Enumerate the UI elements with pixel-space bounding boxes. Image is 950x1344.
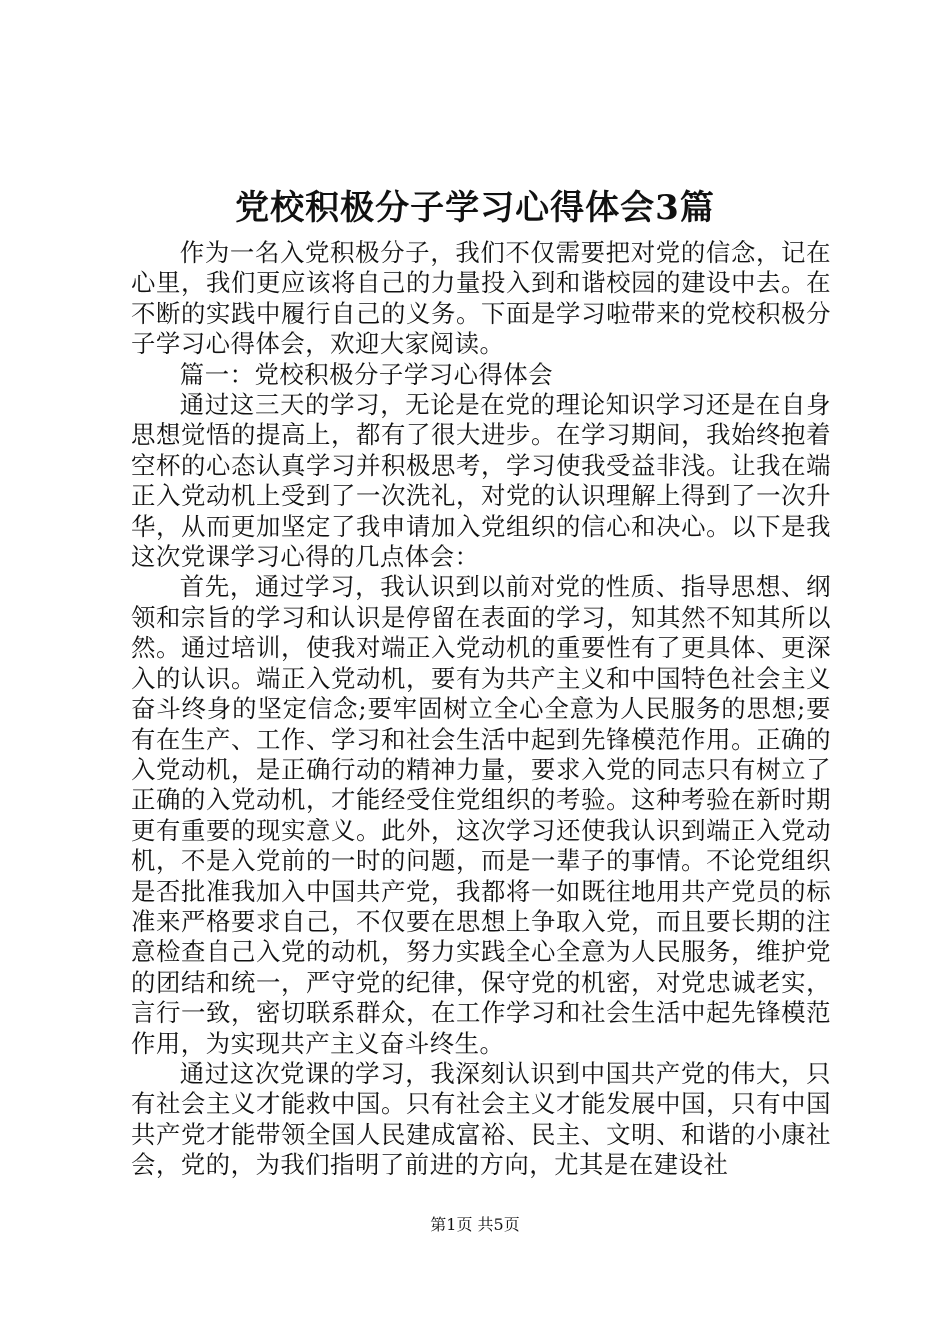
document-body [131,238,831,1181]
section-heading: 篇一：党校积极分子学习心得体会 [179,359,554,389]
intro-paragraph: 作为一名入党积极分子，我们不仅需要把对党的信念，记在心里，我们更应该将自己的力量投入到和谐校园的建设中去。在不断的实践中履行自己的义务。下面是学习啦带来的党校积极分子学习心得体会，欢迎大家阅读。 [131,238,831,359]
page-title: 党校积极分子学习心得体会3篇 [235,188,715,228]
body-paragraph: 首先，通过学习，我认识到以前对党的性质、指导思想、纲领和宗旨的学习和认识是停留在表面的学习，知其然不知其所以然。通过培训，使我对端正入党动机的重要性有了更具体、更深入的认识。端正入党动机，要有为共产主义和中国特色社会主义奋斗终身的坚定信念;要牢固树立全心全意为人民服务的思想;要有在生产、工作、学习和社会生活中起到先锋模范作用。正确的入党动机，是正确行动的精神力量，要求入党的同志只有树立了正确的入党动机，才能经受住党组织的考验。这种考验在新时期更有重要的现实意义。此外，这次学习还使我认识到端正入党动机，不是入党前的一时的问题，而是一辈子的事情。不论党组织是否批准我加入中国共产党，我都将一如既往地用共产党员的标准来严格要求自己，不仅要在思想上争取入党，而且要长期的注意检查自己入党的动机，努力实践全心全意为人民服务，维护党的团结和统一，严守党的纪律，保守党的机密，对党忠诚老实，言行一致，密切联系群众，在工作学习和社会生活中起先锋模范作用，为实现共产主义奋斗终生。 [131,572,831,1058]
body-paragraph: 通过这三天的学习，无论是在党的理论知识学习还是在自身思想觉悟的提高上，都有了很大进步。在学习期间，我始终抱着空杯的心态认真学习并积极思考，学习使我受益非浅。让我在端正入党动机上受到了一次洗礼，对党的认识理解上得到了一次升华，从而更加坚定了我申请加入党组织的信心和决心。以下是我这次党课学习心得的几点体会： [131,390,831,572]
body-paragraph: 通过这次党课的学习，我深刻认识到中国共产党的伟大，只有社会主义才能救中国。只有社会主义才能发展中国，只有中国共产党才能带领全国人民建成富裕、民主、文明、和谐的小康社会，党的，为我们指明了前进的方向，尤其是在建设社 [131,1058,831,1180]
page-number-footer: 第1页 共5页 [430,1215,520,1234]
